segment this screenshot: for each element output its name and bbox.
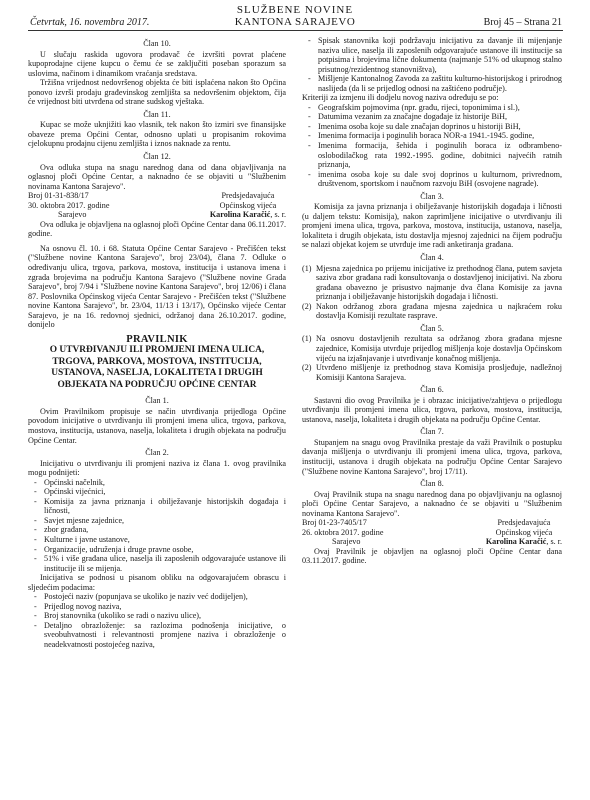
paragraph: Sastavni dio ovog Pravilnika je i obrazac inicijative/zahtjeva o prijedlogu utvrđivanju ili promjeni imena ulica, trgova, parkova, mostova, institucija, ustanova, naselja, lokaliteta i drugih objekata na području Općine Centar.	[302, 395, 562, 424]
document-title-line: O UTVRĐIVANJU ILI PROMJENI IMENA ULICA,	[49, 345, 265, 356]
issue-date: Četvrtak, 16. novembra 2017.	[30, 17, 150, 28]
signatory-name: Karolina Karačić	[485, 537, 547, 547]
gazette-subtitle: KANTONA SARAJEVO	[234, 16, 356, 28]
document-title-line: PRAVILNIK	[126, 333, 188, 345]
right-column	[302, 36, 562, 566]
list-item: - Organizacije, udruženja i druge pravne osobe,	[34, 544, 194, 554]
article-heading: Član 1.	[145, 396, 169, 406]
signature-right	[486, 518, 562, 547]
signature-left	[28, 191, 109, 220]
preamble: Na osnovu čl. 10. i 68. Statuta Općine Centar Sarajevo - Prečišćen tekst ("Službene novine Kantona Sarajevo", broj 23/04), člana 7. Odluke o određivanju ulica, trgova, parkova, mostova, institucija i ustanova imena i zgrada brojevima na području Kantona Sarajevo ("Službene novine Grada Sarajevo", broj 7/94 i "Službene novine Kantona Sarajevo", broj 12/06) i člana 87. Poslovnika Općinskog vijeća Centar Sarajevo - Prečišćen tekst ("Službene novine Kantona Sarajevo", br. 23/04, 11/13 i 13/17), Općinsko vijeće Centar Sarajevo, je na 16. redovnoj sjednici, održanoj dana 26.10.2017. godine, donijelo	[28, 243, 286, 330]
article-heading: Član 12.	[143, 152, 171, 162]
form-fields-list-continued	[302, 36, 562, 93]
list-item: (1) Mjesna zajednica po prijemu inicijative iz prethodnog člana, putem savjeta saziva zbor građana radi konsultovanja o dostavljenoj inicijativi. Na zboru građana obavezno je prisustvo najmanje dva člana Komisije za javna priznanja i obilježavanje historijskih događaja i ličnosti.	[302, 263, 562, 302]
list-item: - Prijedlog novog naziva,	[34, 601, 122, 611]
paragraph: Inicijativu o utvrđivanju ili promjeni naziva iz člana 1. ovog pravilnika mogu podnijeti:	[28, 458, 286, 478]
article-heading: Član 4.	[420, 253, 444, 263]
signatory-suffix: , s. r.	[270, 210, 286, 220]
paragraph: U slučaju raskida ugovora prodavač će izvršiti povrat plaćene kupoprodajne cijene kupcu o čemu će se zaključiti poseban sporazum sa uslovima, načinom i dinamikom vraćanja sredstava.	[28, 49, 286, 78]
signature-block	[28, 191, 286, 220]
list-item: - imenima osoba koje su dale svoj doprinos u kulturnom, privrednom, društvenom, sportskom i naučnom razvoju BiH (osvojene nagrade).	[308, 169, 562, 189]
numbered-list	[302, 334, 562, 382]
list-item: - Detaljno obrazloženje: sa razlozima podnošenja inicijative, o sveobuhvatnosti i relevantnosti promjene naziva i obrazloženje o neadekvatnosti postojećeg naziva,	[34, 620, 286, 650]
article-heading: Član 11.	[143, 109, 171, 119]
paragraph: Stupanjem na snagu ovog Pravilnika prestaje da važi Pravilnik o postupku davanja mišljenja o utvrđivanju ili promjeni imena ulica, trgova, parkova, instituciji, ustanova i drugih objekata na području Općine Centar Sarajevo ("Službene novine Kantona Sarajevo", broj 17/11).	[302, 437, 562, 476]
list-item: - Općinski načelnik,	[34, 477, 105, 487]
publication-note: Ova odluka je objavljena na oglasnoj ploči Općine Centar dana 06.11.2017. godine.	[28, 219, 286, 239]
reference-number: Broj 01-31-838/17	[28, 191, 89, 201]
signatory-suffix: , s. r.	[546, 537, 562, 547]
document-title-line: OBJEKATA NA PODRUČJU OPĆINE CENTAR	[57, 379, 257, 390]
article-heading: Član 8.	[420, 479, 444, 489]
article-heading: Član 3.	[420, 191, 444, 201]
numbered-list	[302, 264, 562, 321]
article-heading: Član 2.	[145, 448, 169, 458]
signature-right	[210, 191, 286, 220]
signature-place: Sarajevo	[332, 537, 361, 547]
criteria-list	[302, 103, 562, 189]
list-item: - Broj stanovnika (ukoliko se radi o nazivu ulice),	[34, 611, 202, 621]
list-item: - zbor građana,	[34, 525, 89, 535]
list-item: - Postojeći naziv (popunjava se ukoliko je naziv već dodijeljen),	[34, 592, 248, 602]
list-item: - Datumima vezanim za značajne događaje iz historije BiH,	[308, 112, 508, 122]
paragraph: Kupac se može uknjižiti kao vlasnik, tek nakon što izmiri sve finansijske obaveze prema Općini Centar, odnosno uplati u propisanim rokovima cjelokupnu prodajnu cijenu zemljišta i iznos naknade za rentu.	[28, 120, 286, 149]
signatory-role: Općinskog vijeća	[495, 527, 553, 537]
signatory-role: Predsjedavajuća	[221, 191, 275, 201]
left-column	[28, 36, 286, 650]
paragraph: Komisija za javna priznanja i obilježavanje historijskih događaja i ličnosti (u daljem tekstu: Komisija), nakon zaprimljene inicijative o utvrđivanju ili promjeni imena ulica, trgova, parkova, mostova, institucija, ustanova, naselja, lokaliteta i drugih objekata, istu dostavlja mjesnoj zajednici na čijem području se nalazi objekat kojem se utvrđuje ime radi anketiranja građana.	[302, 202, 562, 250]
list-item: - Mišljenje Kantonalnog Zavoda za zaštitu kulturno-historijskog i prirodnog naslijeđa (da li se prijedlog odnosi na zaštićeno područje).	[308, 74, 562, 93]
list-item: - Komisija za javna priznanja i obilježavanje historijskih događaja i ličnosti,	[34, 496, 286, 516]
paragraph: Tržišna vrijednost nedovršenog objekta će biti isplaćena nakon što Općina ponovo izvrši prodaju građevinskog zemljišta sa nedovršenim objektom, čija će vrijednost biti utvrđena od strane sudskog vještaka.	[28, 78, 286, 107]
list-item: - Imenima formacija i poginulih boraca NOR-a 1941.-1945. godine,	[308, 131, 535, 141]
signature-block	[302, 518, 562, 547]
paragraph: Kriteriji za izmjenu ili dodjelu novog naziva određuju se po:	[302, 93, 499, 103]
paragraph: Inicijativa se podnosi u pisanom obliku na odgovarajućem obrascu i sljedećim podacima:	[28, 573, 286, 592]
list-item: (2) Utvrđeno mišljenje iz prethodnog stava Komisija prosljeđuje, nadležnoj Komisiji Kantona Sarajeva.	[302, 363, 562, 382]
document-title-line: USTANOVA, NASELJA, LOKALITETA I DRUGIH	[51, 368, 263, 379]
signature-date: 30. oktobra 2017. godine	[28, 200, 110, 210]
document-title	[28, 334, 286, 392]
list-item: - Kulturne i javne ustanove,	[34, 535, 130, 545]
list-item: - Općinski vijećnici,	[34, 487, 106, 497]
signature-place: Sarajevo	[58, 210, 87, 220]
issue-page-number: Broj 45 – Strana 21	[483, 17, 562, 28]
list-item: - Savjet mjesne zajednice,	[34, 515, 125, 525]
gazette-title: SLUŽBENE NOVINE	[236, 4, 354, 16]
list-item: - Geografskim pojmovima (npr. građu, rijeci, toponimima i sl.),	[308, 102, 520, 112]
initiators-list	[28, 478, 286, 573]
list-item: (1) Na osnovu dostavljenih rezultata sa održanog zbora građana mjesne zajednice, Komisija utvrđuje prijedlog mišljenja koje dostavlja Općinskom vijeću na izjašnjavanje i utvrđivanje konačnog mišljenja.	[302, 334, 562, 363]
paragraph: Ovim Pravilnikom propisuje se način utvrđivanja prijedloga Općine povodom inicijative o utvrđivanju ili promjeni imena ulica, trgova, parkova, mostova, institucija, ustanova, naselja, lokaliteta i drugih objekata na području Općine Centar.	[28, 406, 286, 445]
list-item: - 51% i više građana ulice, naselja ili zaposlenih odgovarajuće ustanove ili institucije ili se mijenja.	[34, 554, 286, 573]
article-heading: Član 5.	[420, 323, 444, 333]
list-item: - Imenima osoba koje su dale značajan doprinos u historiji BiH,	[308, 121, 521, 131]
header-divider	[28, 30, 563, 31]
signature-left	[302, 518, 383, 547]
form-fields-list	[28, 592, 286, 649]
list-item: (2) Nakon održanog zbora građana mjesna zajednica u najkraćem roku dostavlja Komisiji rezultate rasprave.	[302, 301, 562, 321]
list-item: - Imenima formacija, šehida i poginulih boraca iz odbrambeno-oslobodilačkog rata 1992.-1995. godine, dobitnici najvećih ratnih priznanja,	[308, 141, 562, 170]
list-item: - Spisak stanovnika koji podržavaju inicijativu za davanje ili mijenjanje naziva ulice, naselja ili zaposlenih odgovarajuće ustanove ili institucije sa potpisima i brojevima lične dokumenta (najmanje 51% od ukupnog stalno prisutnog/rezidentnog stanovništva),	[308, 36, 562, 74]
signatory-role: Predsjedavajuća	[497, 518, 551, 528]
signatory-name: Karolina Karačić	[209, 210, 271, 220]
article-heading: Član 7.	[420, 427, 444, 437]
signatory-role: Općinskog vijeća	[219, 200, 277, 210]
article-heading: Član 6.	[420, 385, 444, 395]
document-title-line: TRGOVA, PARKOVA, MOSTOVA, INSTITUCIJA,	[52, 356, 262, 367]
signature-date: 26. oktobra 2017. godine	[302, 527, 384, 537]
paragraph: Ova odluka stupa na snagu narednog dana od dana objavljivanja na oglasnoj ploči Općine Centar, a naknadno će se objaviti u "Službenim novinama Kantona Sarajevo".	[28, 162, 286, 191]
article-heading: Član 10.	[143, 39, 171, 48]
reference-number: Broj 01-23-7405/17	[302, 518, 367, 528]
paragraph: Ovaj Pravilnik stupa na snagu narednog dana po objavljivanju na oglasnoj ploči Općine Centar Sarajevo, a naknadno će se objaviti u "Službenim novinama Kantona Sarajevo".	[302, 489, 562, 518]
publication-note: Ovaj Pravilnik je objavljen na oglasnoj ploči Općine Centar dana 03.11.2017. godine.	[302, 546, 562, 566]
